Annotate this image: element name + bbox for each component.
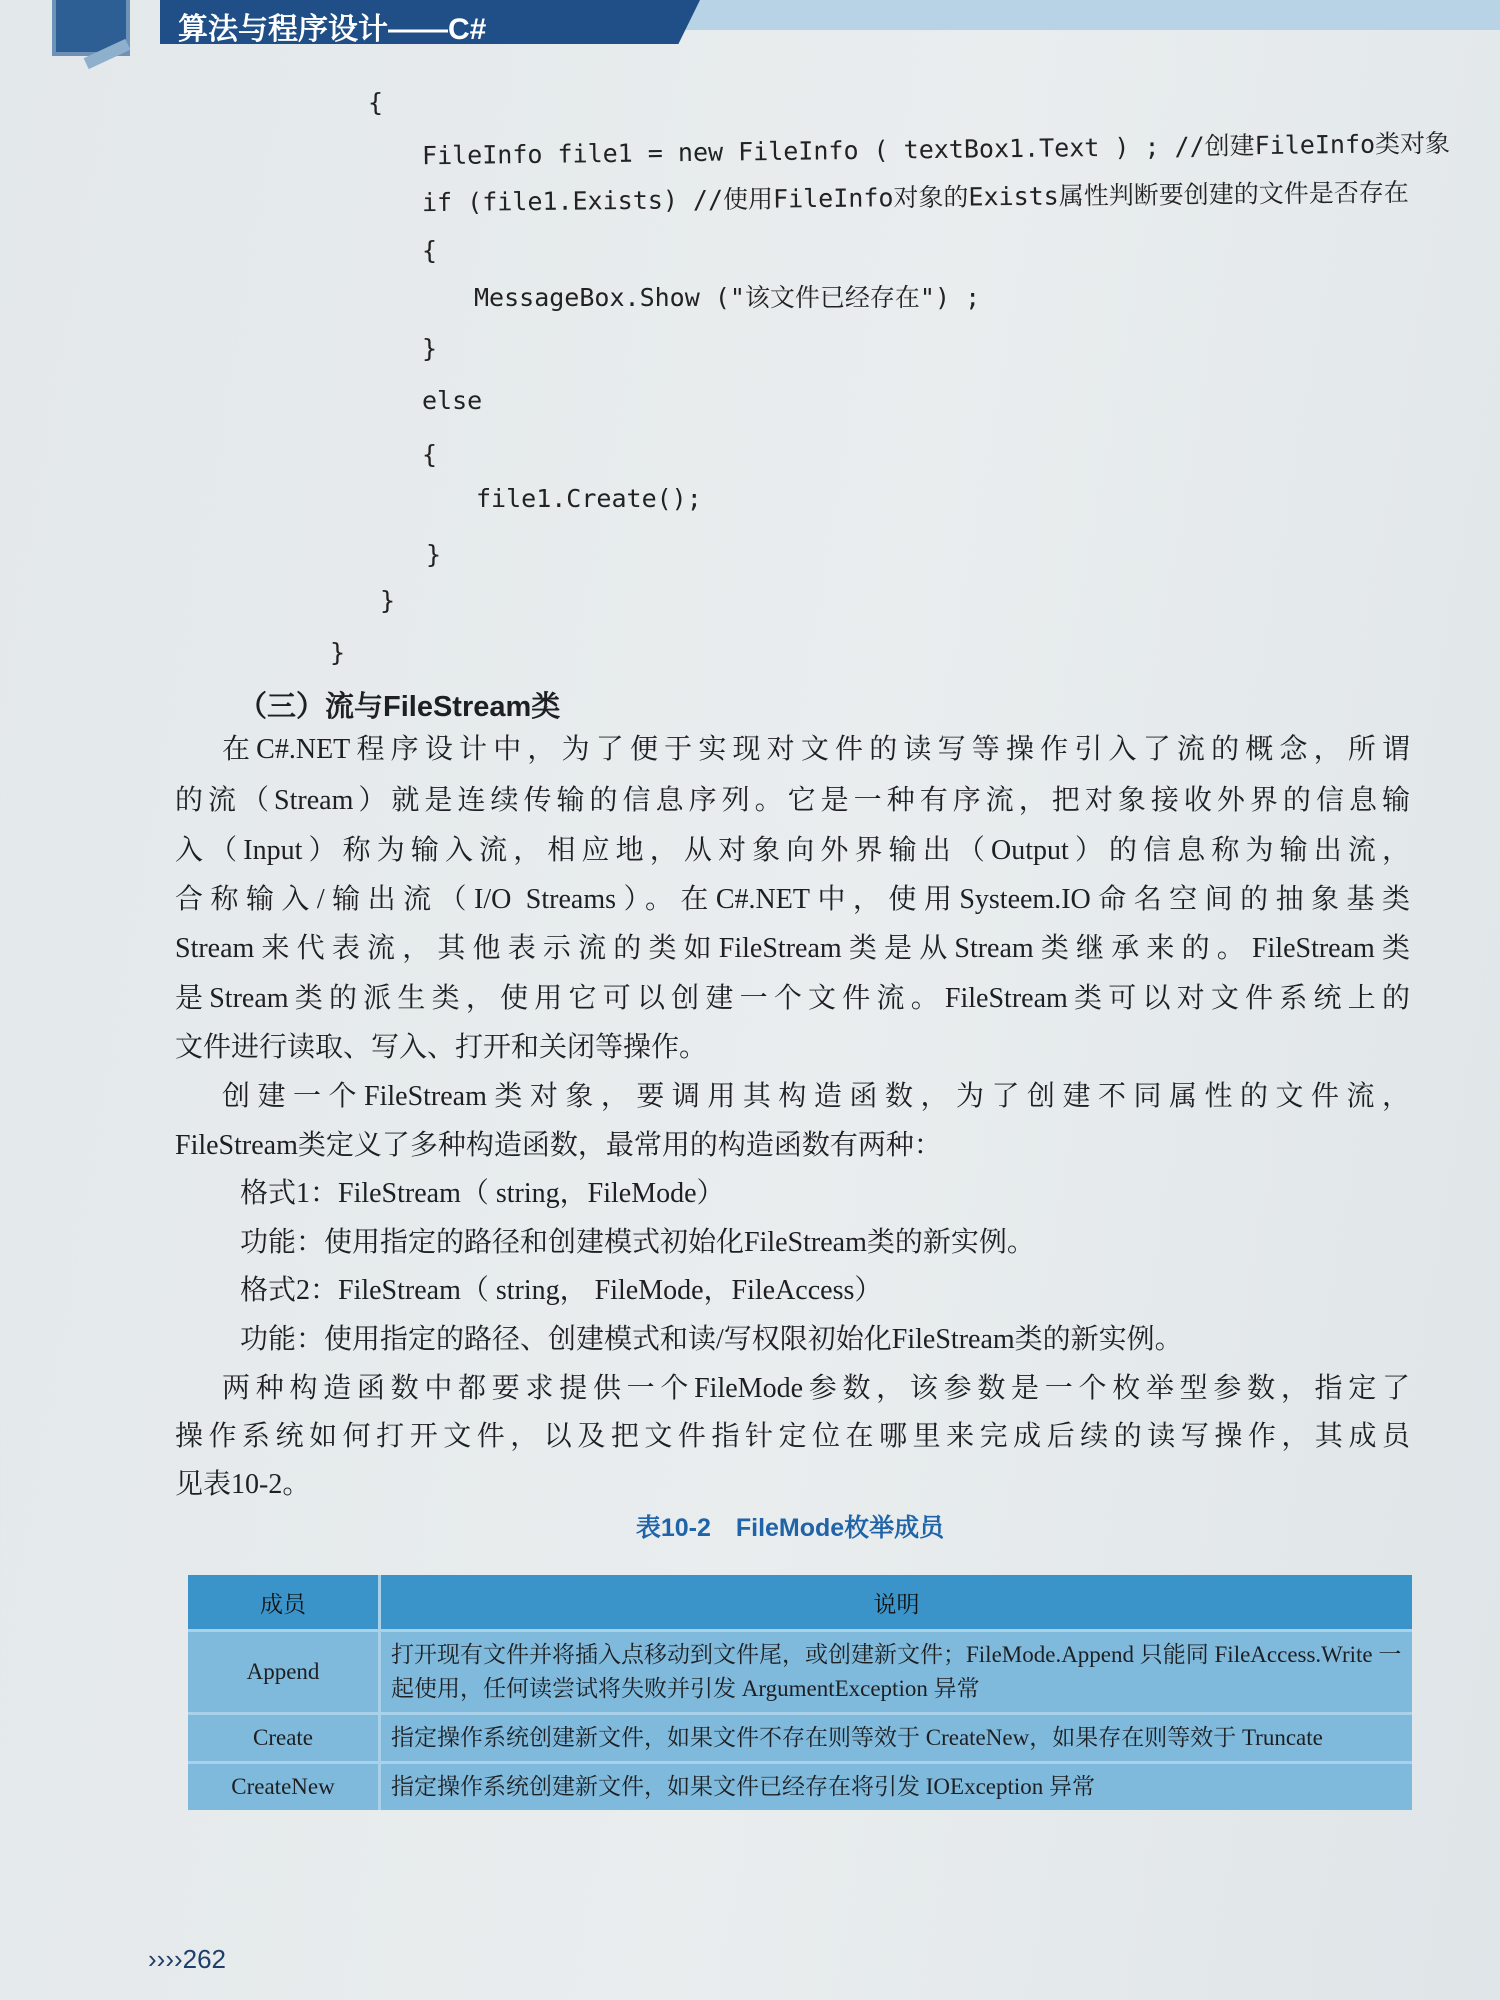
text-line: 见表10-2。 <box>175 1469 311 1500</box>
text-line: 格式1：FileStream（ string，FileMode） <box>240 1178 725 1209</box>
code-line: MessageBox.Show ("该文件已经存在") ; <box>474 283 981 312</box>
text-line: 是Stream类的派生类，使用它可以创建一个文件流。FileStream类可以对文件系统上的 <box>175 983 1410 1014</box>
page-number <box>148 1944 226 1975</box>
page-number-value: 262 <box>182 1944 227 1974</box>
text-line: 操作系统如何打开文件，以及把文件指针定位在哪里来完成后续的读写操作，其成员 <box>175 1421 1410 1452</box>
table-caption: 表10-2 FileMode枚举成员 <box>635 1514 945 1542</box>
text-line: 在C#.NET程序设计中，为了便于实现对文件的读写等操作引入了流的概念，所谓 <box>222 734 1410 765</box>
code-line: file1.Create(); <box>476 484 702 513</box>
text-line: Stream来代表流，其他表示流的类如FileStream类是从Stream类继承来的。FileStream类 <box>175 933 1410 964</box>
code-line: { <box>422 440 438 469</box>
page-marker-icon: ›››› <box>148 1944 183 1974</box>
table-row <box>188 1631 1412 1714</box>
text-line: 功能：使用指定的路径和创建模式初始化FileStream类的新实例。 <box>240 1227 1035 1258</box>
text-line: 合称输入/输出流（I/O Streams）。在C#.NET中，使用Systeem.IO命名空间的抽象基类 <box>175 884 1410 915</box>
running-header-title: 算法与程序设计——C# <box>178 13 487 46</box>
column-header-description: 说明 <box>380 1575 1413 1631</box>
description-cell: 打开现有文件并将插入点移动到文件尾，或创建新文件；FileMode.Append 只能同 FileAccess.Write 一起使用，任何读尝试将失败并引发 ArgumentException 异常 <box>380 1631 1413 1714</box>
table-row <box>188 1714 1412 1763</box>
text-line: 的流（Stream）就是连续传输的信息序列。它是一种有序流，把对象接收外界的信息输 <box>175 785 1410 816</box>
description-cell: 指定操作系统创建新文件，如果文件已经存在将引发 IOException 异常 <box>380 1763 1413 1811</box>
column-header-member: 成员 <box>188 1575 380 1631</box>
section-heading: （三）流与FileStream类 <box>238 691 561 723</box>
code-line: FileInfo file1 = new FileInfo ( textBox1.Text ) ; //创建FileInfo类对象 <box>421 128 1451 171</box>
table-row <box>188 1763 1412 1811</box>
member-cell: Create <box>188 1714 380 1763</box>
member-cell: CreateNew <box>188 1763 380 1811</box>
text-line: 创建一个FileStream类对象，要调用其构造函数，为了创建不同属性的文件流， <box>222 1081 1410 1112</box>
text-line: 两种构造函数中都要求提供一个FileMode参数，该参数是一个枚举型参数，指定了 <box>222 1373 1410 1404</box>
code-line: } <box>330 638 346 667</box>
code-line: { <box>368 88 384 117</box>
code-line: } <box>422 334 438 363</box>
table-header-row <box>188 1575 1412 1631</box>
text-line: 格式2：FileStream（ string， FileMode，FileAccess） <box>240 1275 883 1306</box>
code-line: if (file1.Exists) //使用FileInfo对象的Exists属性判断要创建的文件是否存在 <box>421 177 1409 218</box>
filemode-table <box>188 1575 1412 1810</box>
text-line: 文件进行读取、写入、打开和关闭等操作。 <box>175 1032 708 1063</box>
text-line: 功能：使用指定的路径、创建模式和读/写权限初始化FileStream类的新实例。 <box>240 1324 1183 1355</box>
code-line: } <box>380 586 396 615</box>
code-line: } <box>426 540 442 569</box>
description-cell: 指定操作系统创建新文件，如果文件不存在则等效于 CreateNew，如果存在则等效于 Truncate <box>380 1714 1413 1763</box>
header-band <box>680 0 1500 30</box>
code-line: { <box>422 236 438 265</box>
code-line: else <box>422 386 483 415</box>
text-line: FileStream类定义了多种构造函数，最常用的构造函数有两种： <box>175 1130 942 1161</box>
text-line: 入（Input）称为输入流，相应地，从对象向外界输出（Output）的信息称为输出流， <box>175 835 1410 866</box>
member-cell: Append <box>188 1631 380 1714</box>
